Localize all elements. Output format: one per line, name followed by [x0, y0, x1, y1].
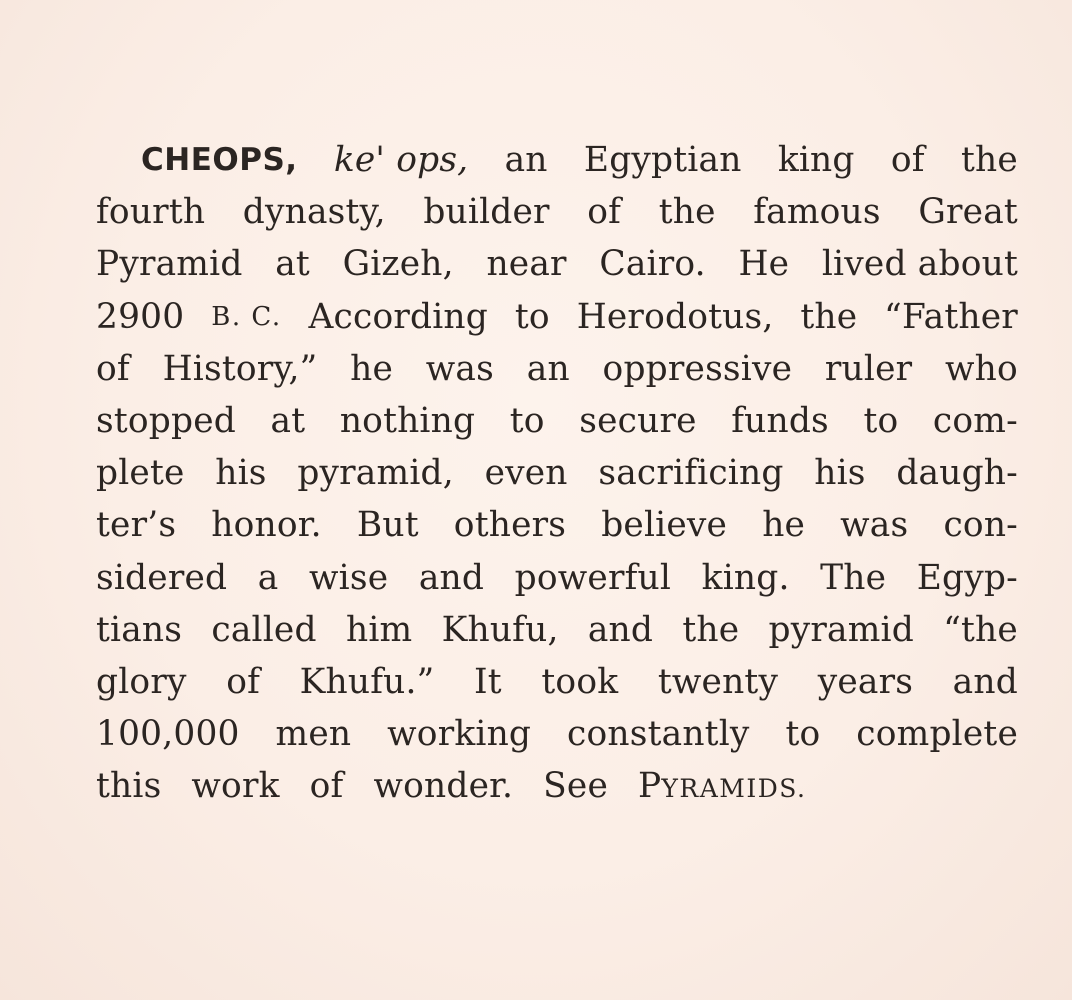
word: of [226, 661, 261, 702]
text-line [96, 552, 1018, 604]
word: pyramid, [297, 453, 454, 494]
word: Egyp- [916, 557, 1018, 598]
word: at [270, 400, 306, 441]
text-line [96, 134, 1018, 186]
word: who [945, 348, 1018, 389]
word: secure [579, 400, 697, 441]
word: powerful [514, 557, 672, 598]
word: the [800, 296, 858, 337]
word: lived about [821, 244, 1018, 285]
word: dynasty, [242, 192, 386, 233]
text-line [96, 447, 1018, 499]
word: plete [96, 453, 185, 494]
text-line [96, 708, 1018, 760]
word: See [543, 766, 609, 807]
word: him [345, 609, 413, 650]
word: an [526, 348, 570, 389]
word: It [474, 661, 502, 702]
word: daugh- [896, 453, 1018, 494]
word: pyramid [768, 609, 914, 650]
text-line [96, 499, 1018, 551]
word: he [350, 348, 394, 389]
word: an [504, 140, 548, 180]
word: constantly [567, 714, 750, 755]
word: of [96, 348, 130, 389]
word: ruler [824, 348, 913, 389]
word: and [418, 557, 485, 598]
word: work [191, 766, 280, 807]
word: working [387, 714, 532, 755]
word: Khufu.” [299, 661, 435, 702]
word: called [211, 609, 317, 650]
word: of [587, 192, 622, 233]
word: king [777, 140, 855, 180]
word: to [509, 400, 545, 441]
word: “Father [884, 296, 1018, 337]
text-line [96, 186, 1018, 238]
word: Gizeh, [342, 244, 454, 285]
word: and [587, 609, 654, 650]
word: The [820, 557, 887, 598]
word: sidered [96, 557, 228, 598]
text-line [96, 238, 1018, 290]
word: others [453, 505, 567, 546]
word: Khufu, [441, 609, 559, 650]
word: his [215, 453, 267, 494]
word: the [658, 192, 716, 233]
word: He [738, 244, 790, 285]
word: “the [943, 609, 1018, 650]
encyclopedia-entry [96, 134, 1018, 812]
word: fourth [96, 192, 206, 233]
word: 100,000 [96, 714, 240, 755]
word: years [817, 661, 914, 702]
word: to [514, 296, 550, 337]
word: Great [918, 192, 1018, 233]
word: famous [753, 192, 881, 233]
word: wonder. [373, 766, 514, 807]
text-line [96, 760, 1018, 812]
headword: CHEOPS, [141, 142, 298, 178]
word: and [952, 661, 1018, 702]
word: glory [96, 661, 187, 702]
word: king. [701, 557, 790, 598]
word: Pyramid [96, 244, 243, 285]
pronunciation: ke' ops, [333, 140, 469, 180]
word: con- [943, 505, 1018, 546]
word: But [356, 505, 419, 546]
word: at [275, 244, 310, 285]
word: Herodotus, [576, 296, 774, 337]
word: believe [601, 505, 728, 546]
word: of [309, 766, 344, 807]
word: his [814, 453, 866, 494]
word: to [863, 400, 899, 441]
word: Cairo. [599, 244, 706, 285]
word: According [308, 296, 488, 337]
word: 2900 [96, 296, 185, 337]
word: nothing [339, 400, 476, 441]
word: History,” [162, 348, 318, 389]
word: the [961, 140, 1018, 180]
word: wise [309, 557, 389, 598]
word: twenty [657, 661, 779, 702]
word: honor. [211, 505, 322, 546]
text-line [96, 395, 1018, 447]
word: to [785, 714, 821, 755]
word: complete [856, 714, 1018, 755]
word: builder [423, 192, 550, 233]
word: Egyptian [583, 140, 742, 180]
text-line [96, 343, 1018, 395]
text-line [96, 291, 1018, 343]
text-line [96, 604, 1018, 656]
word: was [840, 505, 909, 546]
word: near [486, 244, 567, 285]
word: tians [96, 609, 183, 650]
word: oppressive [602, 348, 793, 389]
word: ter’s [96, 505, 177, 546]
text-line [96, 656, 1018, 708]
word: men [275, 714, 352, 755]
word: sacrificing [598, 453, 784, 494]
word: took [541, 661, 619, 702]
cross-reference-link[interactable]: PYRAMIDS. [638, 766, 807, 807]
word: was [425, 348, 494, 389]
word: even [484, 453, 568, 494]
word: a [257, 557, 279, 598]
era-abbrev: B. C. [211, 301, 282, 332]
word: com- [932, 400, 1018, 441]
word: this [96, 766, 162, 807]
word: stopped [96, 400, 236, 441]
word: funds [731, 400, 829, 441]
word: he [762, 505, 806, 546]
word: of [890, 140, 925, 180]
word: the [682, 609, 740, 650]
